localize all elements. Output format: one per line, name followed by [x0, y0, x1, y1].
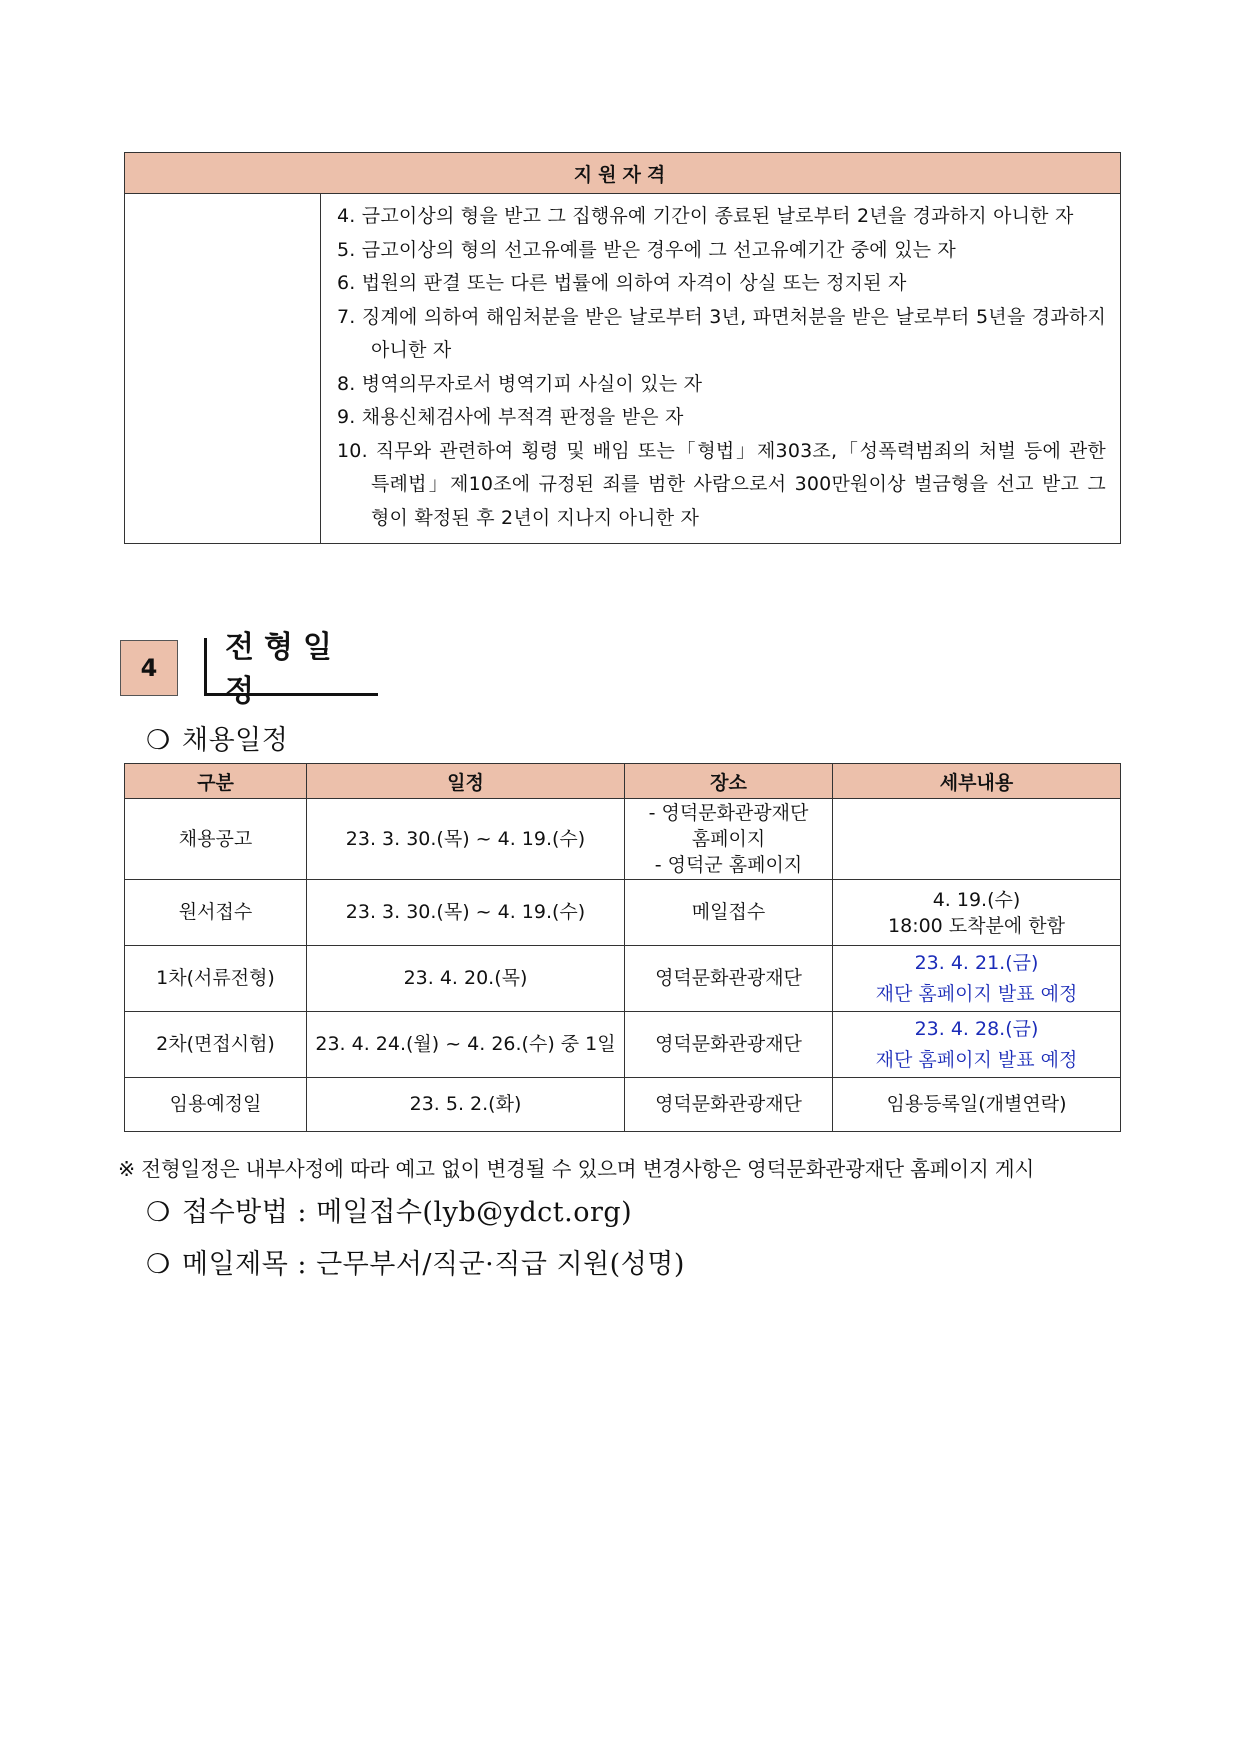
section-number: 4 — [120, 640, 178, 696]
place-cell: 메일접수 — [625, 880, 833, 946]
detail-cell — [833, 946, 1121, 1012]
announcement-date: 23. 4. 28.(금) — [914, 1017, 1039, 1040]
qualification-item: 9. 채용신체검사에 부적격 판정을 받은 자 — [337, 406, 684, 428]
application-method-text: 접수방법 : 메일접수(lyb@ydct.org) — [182, 1197, 633, 1228]
detail-cell — [833, 799, 1121, 880]
date-cell: 23. 5. 2.(화) — [307, 1078, 625, 1132]
bullet-icon: ❍ — [146, 1249, 171, 1280]
date-cell: 23. 4. 24.(월) ~ 4. 26.(수) 중 1일 — [307, 1012, 625, 1078]
schedule-header-row — [125, 764, 1121, 799]
bullet-icon: ❍ — [146, 725, 171, 756]
section-heading — [120, 629, 400, 709]
table-row — [125, 946, 1121, 1012]
table-row — [125, 1078, 1121, 1132]
mail-subject-text: 메일제목 : 근무부서/직군·직급 지원(성명) — [182, 1249, 685, 1280]
application-method — [146, 1190, 632, 1229]
qualification-item: 10. 직무와 관련하여 횡령 및 배임 또는「형법」제303조,「성폭력범죄의 처벌 등에 관한 특례법」제10조에 규정된 죄를 범한 사람으로서 300만원이상 벌금형을 선고 받고 그 형이 확정된 후 2년이 지나지 아니한 자 — [337, 439, 1106, 529]
date-cell: 23. 3. 30.(목) ~ 4. 19.(수) — [307, 799, 625, 880]
announcement-text: 재단 홈페이지 발표 예정 — [875, 982, 1078, 1005]
schedule-label — [146, 718, 288, 757]
category-cell: 채용공고 — [125, 799, 307, 880]
bullet-icon: ❍ — [146, 1197, 171, 1228]
schedule-label-text: 채용일정 — [182, 725, 289, 756]
qualification-item: 4. 금고이상의 형을 받고 그 집행유예 기간이 종료된 날로부터 2년을 경과하지 아니한 자 — [337, 205, 1074, 227]
detail-cell — [833, 880, 1121, 946]
column-header: 구분 — [125, 764, 307, 799]
qualification-item: 6. 법원의 판결 또는 다른 법률에 의하여 자격이 상실 또는 정지된 자 — [337, 272, 907, 294]
date-cell: 23. 4. 20.(목) — [307, 946, 625, 1012]
place-line: 홈페이지 — [691, 828, 766, 850]
column-header: 장소 — [625, 764, 833, 799]
schedule-note: ※ 전형일정은 내부사정에 따라 예고 없이 변경될 수 있으며 변경사항은 영덕문화관광재단 홈페이지 게시 — [118, 1157, 1035, 1181]
announcement-text: 재단 홈페이지 발표 예정 — [875, 1048, 1078, 1071]
mail-subject — [146, 1242, 685, 1281]
qualification-item: 8. 병역의무자로서 병역기피 사실이 있는 자 — [337, 372, 703, 395]
date-cell: 23. 3. 30.(목) ~ 4. 19.(수) — [307, 880, 625, 946]
category-cell: 원서접수 — [125, 880, 307, 946]
category-cell: 임용예정일 — [125, 1078, 307, 1132]
detail-line: 4. 19.(수) — [932, 888, 1021, 911]
announcement-date: 23. 4. 21.(금) — [914, 951, 1039, 974]
section-title: 전형일정 — [204, 638, 378, 696]
schedule-table — [124, 763, 1121, 1132]
detail-line: 18:00 도착분에 한함 — [888, 914, 1065, 937]
qualification-item: 7. 징계에 의하여 해임처분을 받은 날로부터 3년, 파면처분을 받은 날로부터 5년을 경과하지 아니한 자 — [337, 305, 1106, 361]
detail-cell — [833, 1012, 1121, 1078]
qualification-label-cell — [125, 194, 321, 544]
table-row — [125, 1012, 1121, 1078]
place-cell: 영덕문화관광재단 — [625, 1078, 833, 1132]
qualification-header: 지원자격 — [125, 153, 1121, 194]
table-row — [125, 880, 1121, 946]
qualification-list — [321, 194, 1120, 543]
category-cell: 2차(면접시험) — [125, 1012, 307, 1078]
column-header: 일정 — [307, 764, 625, 799]
detail-cell: 임용등록일(개별연락) — [833, 1078, 1121, 1132]
place-cell: 영덕문화관광재단 — [625, 946, 833, 1012]
table-row — [125, 799, 1121, 880]
qualification-list-cell — [321, 194, 1121, 544]
place-cell: 영덕문화관광재단 — [625, 1012, 833, 1078]
category-cell: 1차(서류전형) — [125, 946, 307, 1012]
place-line: - 영덕문화관광재단 — [648, 802, 809, 824]
column-header: 세부내용 — [833, 764, 1121, 799]
place-line: - 영덕군 홈페이지 — [654, 854, 803, 876]
qualification-table — [124, 152, 1121, 544]
place-cell — [625, 799, 833, 880]
qualification-item: 5. 금고이상의 형의 선고유예를 받은 경우에 그 선고유예기간 중에 있는 자 — [337, 238, 956, 261]
